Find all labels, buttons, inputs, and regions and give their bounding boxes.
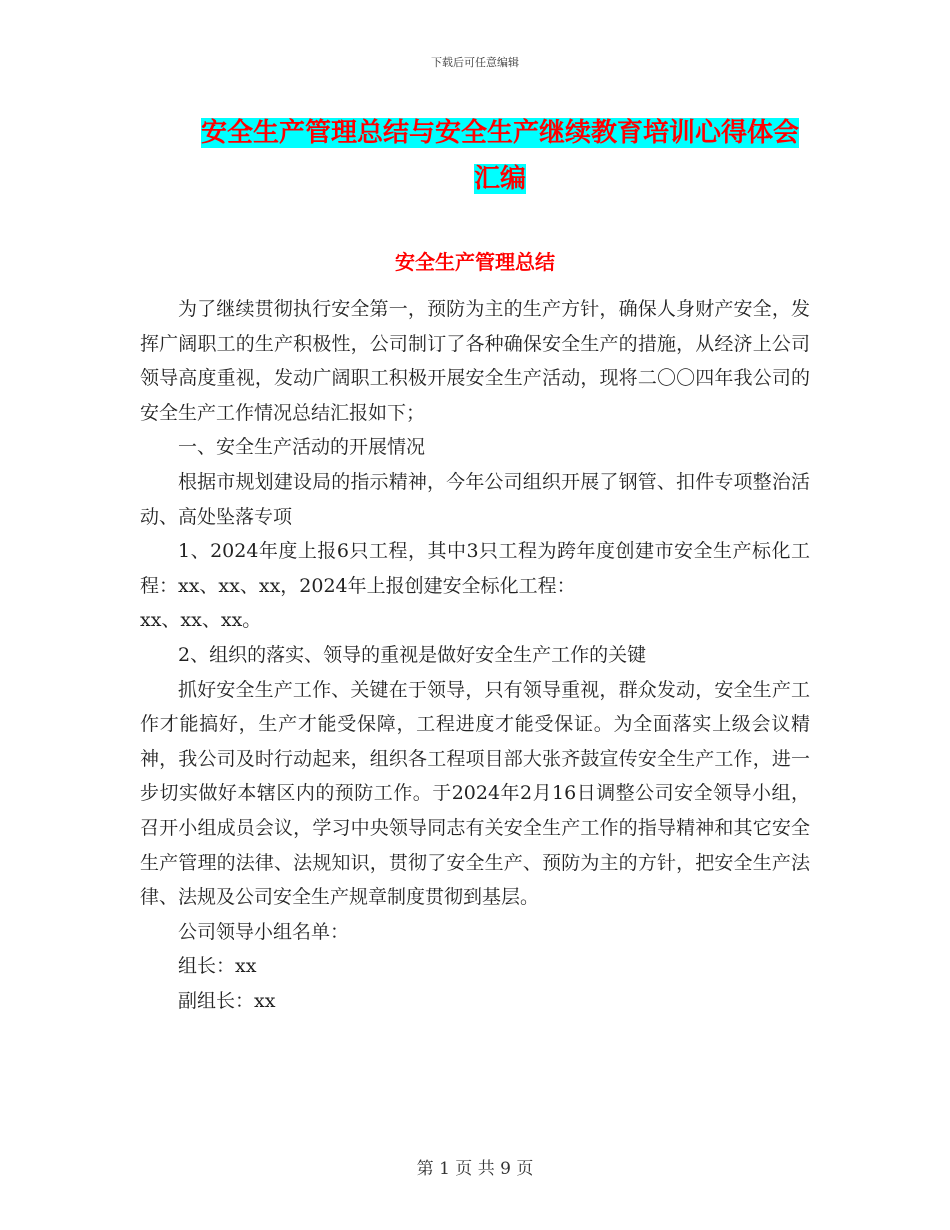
header-note: 下载后可任意编辑 [431, 56, 519, 69]
document-title-line-2: 汇编 [473, 164, 526, 194]
section-title: 安全生产管理总结 [395, 250, 555, 274]
paragraph-directive: 根据市规划建设局的指示精神，今年公司组织开展了钢管、扣件专项整治活动、高处坠落专项 [140, 470, 810, 528]
paragraph-deputy-leader: 副组长：xx [178, 989, 276, 1012]
paragraph-intro: 为了继续贯彻执行安全第一，预防为主的生产方针，确保人身财产安全，发挥广阔职工的生产积极性，公司制订了各种确保安全生产的措施，从经济上公司领导高度重视，发动广阔职工积极开展安全生产活动，现将二〇〇四年我公司的安全生产工作情况总结汇报如下； [140, 298, 810, 424]
document-title [190, 110, 810, 202]
paragraph-leadership: 抓好安全生产工作、关键在于领导，只有领导重视，群众发动，安全生产工作才能搞好，生产才能受保障，工程进度才能受保证。为全面落实上级会议精神，我公司及时行动起来，组织各工程项目部大张齐鼓宣传安全生产工作，进一步切实做好本辖区内的预防工作。于2024年2月16日调整公司安全领导小组，召开小组成员会议，学习中央领导同志有关安全生产工作的指导精神和其它安全生产管理的法律、法规知识，贯彻了安全生产、预防为主的方针，把安全生产法律、法规及公司安全生产规章制度贯彻到基层。 [140, 678, 810, 909]
paragraph-item-1-continued: xx、xx、xx。 [140, 609, 262, 632]
paragraph-group-list-label: 公司领导小组名单： [178, 920, 350, 943]
document-title-line-1: 安全生产管理总结与安全生产继续教育培训心得体会 [200, 118, 799, 148]
paragraph-item-1: 1、2024年度上报6只工程，其中3只工程为跨年度创建市安全生产标化工程：xx、xx、xx，2024年上报创建安全标化工程： [140, 540, 810, 597]
paragraph-group-leader: 组长：xx [178, 955, 257, 978]
paragraph-item-2: 2、组织的落实、领导的重视是做好安全生产工作的关键 [178, 643, 647, 666]
page-number-footer: 第 1 页 共 9 页 [416, 1159, 534, 1179]
document-body [140, 292, 810, 1018]
heading-section-1: 一、安全生产活动的开展情况 [178, 436, 426, 459]
